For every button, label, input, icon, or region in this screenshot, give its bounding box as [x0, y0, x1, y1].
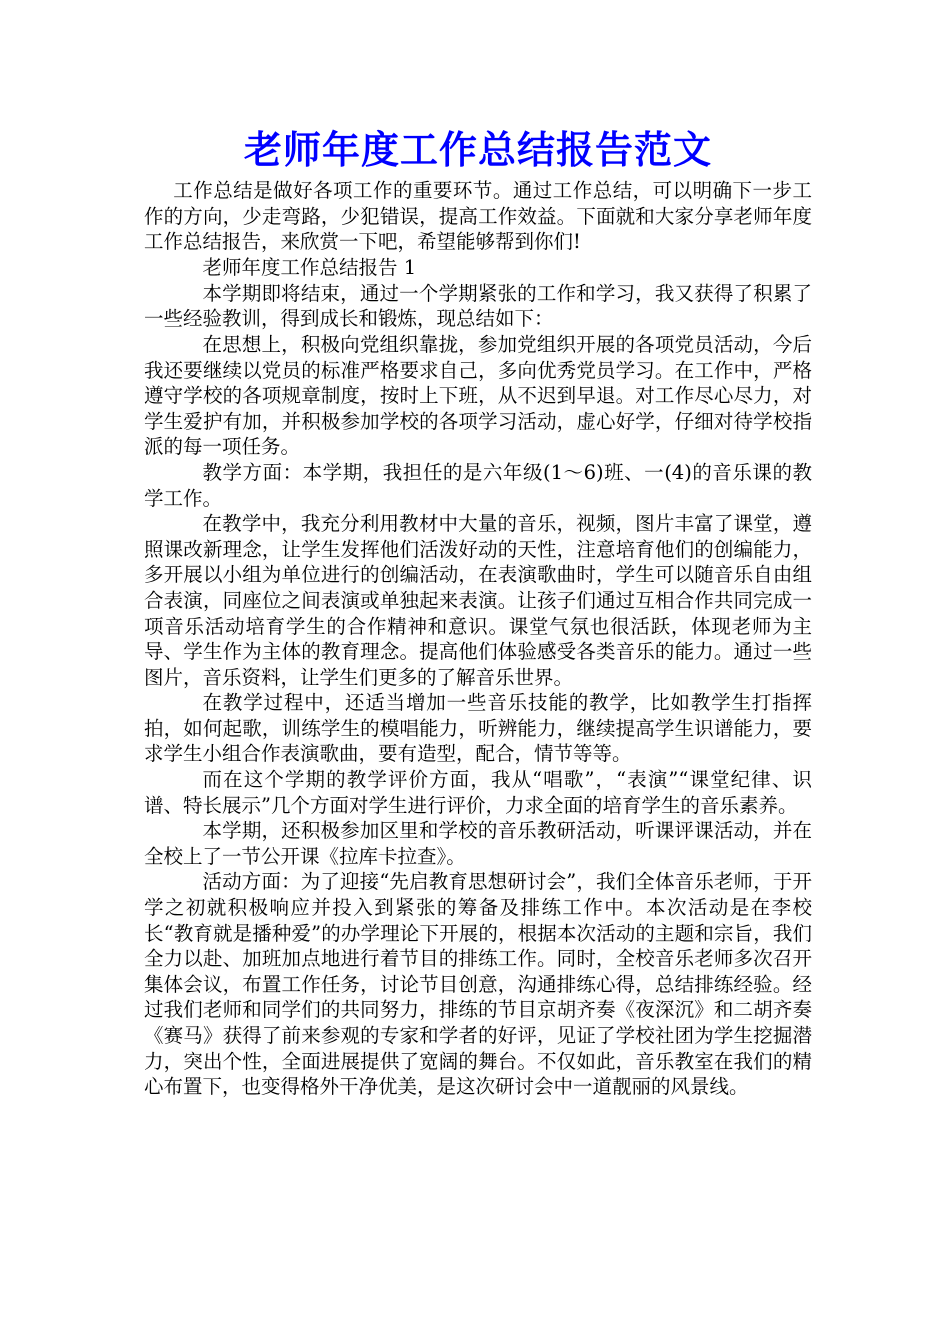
document-page [144, 122, 812, 1100]
intro-paragraph: 工作总结是做好各项工作的重要环节。通过工作总结，可以明确下一步工作的方向，少走弯路，少犯错误，提高工作效益。下面就和大家分享老师年度工作总结报告，来欣赏一下吧，希望能够帮到你们! [144, 179, 812, 254]
body-paragraph: 在教学过程中，还适当增加一些音乐技能的教学，比如教学生打指挥拍，如何起歌，训练学生的模唱能力，听辨能力，继续提高学生识谱能力，要求学生小组合作表演歌曲，要有造型，配合，情节等等。 [144, 691, 812, 766]
body-paragraph: 在教学中，我充分利用教材中大量的音乐，视频，图片丰富了课堂，遵照课改新理念，让学生发挥他们活泼好动的天性，注意培育他们的创编能力，多开展以小组为单位进行的创编活动，在表演歌曲时，学生可以随音乐自由组合表演，同座位之间表演或单独起来表演。让孩子们通过互相合作共同完成一项音乐活动培育学生的合作精神和意识。课堂气氛也很活跃，体现老师为主导、学生作为主体的教育理念。提高他们体验感受各类音乐的能力。通过一些图片，音乐资料，让学生们更多的了解音乐世界。 [144, 512, 812, 689]
section-heading: 老师年度工作总结报告 1 [202, 255, 417, 279]
document-title: 老师年度工作总结报告范文 [243, 128, 712, 172]
body-paragraph: 活动方面：为了迎接“先启教育思想研讨会”，我们全体音乐老师，于开学之初就积极响应并投入到紧张的筹备及排练工作中。本次活动是在李校长“教育就是播种爱”的办学理论下开展的，根据本次活动的主题和宗旨，我们全力以赴、加班加点地进行着节目的排练工作。同时，全校音乐老师多次召开集体会议，布置工作任务，讨论节目创意，沟通排练心得，总结排练经验。经过我们老师和同学们的共同努力，排练的节目京胡齐奏《夜深沉》和二胡齐奏《赛马》获得了前来参观的专家和学者的好评，见证了学校社团为学生挖掘潜力，突出个性，全面进展提供了宽阔的舞台。不仅如此，音乐教室在我们的精心布置下，也变得格外干净优美，是这次研讨会中一道靓丽的风景线。 [144, 870, 812, 1099]
body-paragraph: 教学方面：本学期，我担任的是六年级(1～6)班、一(4)的音乐课的教学工作。 [144, 460, 812, 510]
body-paragraph: 本学期即将结束，通过一个学期紧张的工作和学习，我又获得了积累了一些经验教训，得到成长和锻炼，现总结如下： [144, 281, 812, 331]
body-paragraph: 本学期，还积极参加区里和学校的音乐教研活动，听课评课活动，并在全校上了一节公开课《拉库卡拉查》。 [144, 819, 812, 868]
body-paragraph: 在思想上，积极向党组织靠拢，参加党组织开展的各项党员活动，今后我还要继续以党员的标准严格要求自己，多向优秀党员学习。在工作中，严格遵守学校的各项规章制度，按时上下班，从不迟到早退。对工作尽心尽力，对学生爱护有加，并积极参加学校的各项学习活动，虚心好学，仔细对待学校指派的每一项任务。 [144, 332, 812, 459]
body-paragraph: 而在这个学期的教学评价方面，我从“唱歌”，“表演”“课堂纪律、识谱、特长展示”几个方面对学生进行评价，力求全面的培育学生的音乐素养。 [144, 768, 812, 817]
